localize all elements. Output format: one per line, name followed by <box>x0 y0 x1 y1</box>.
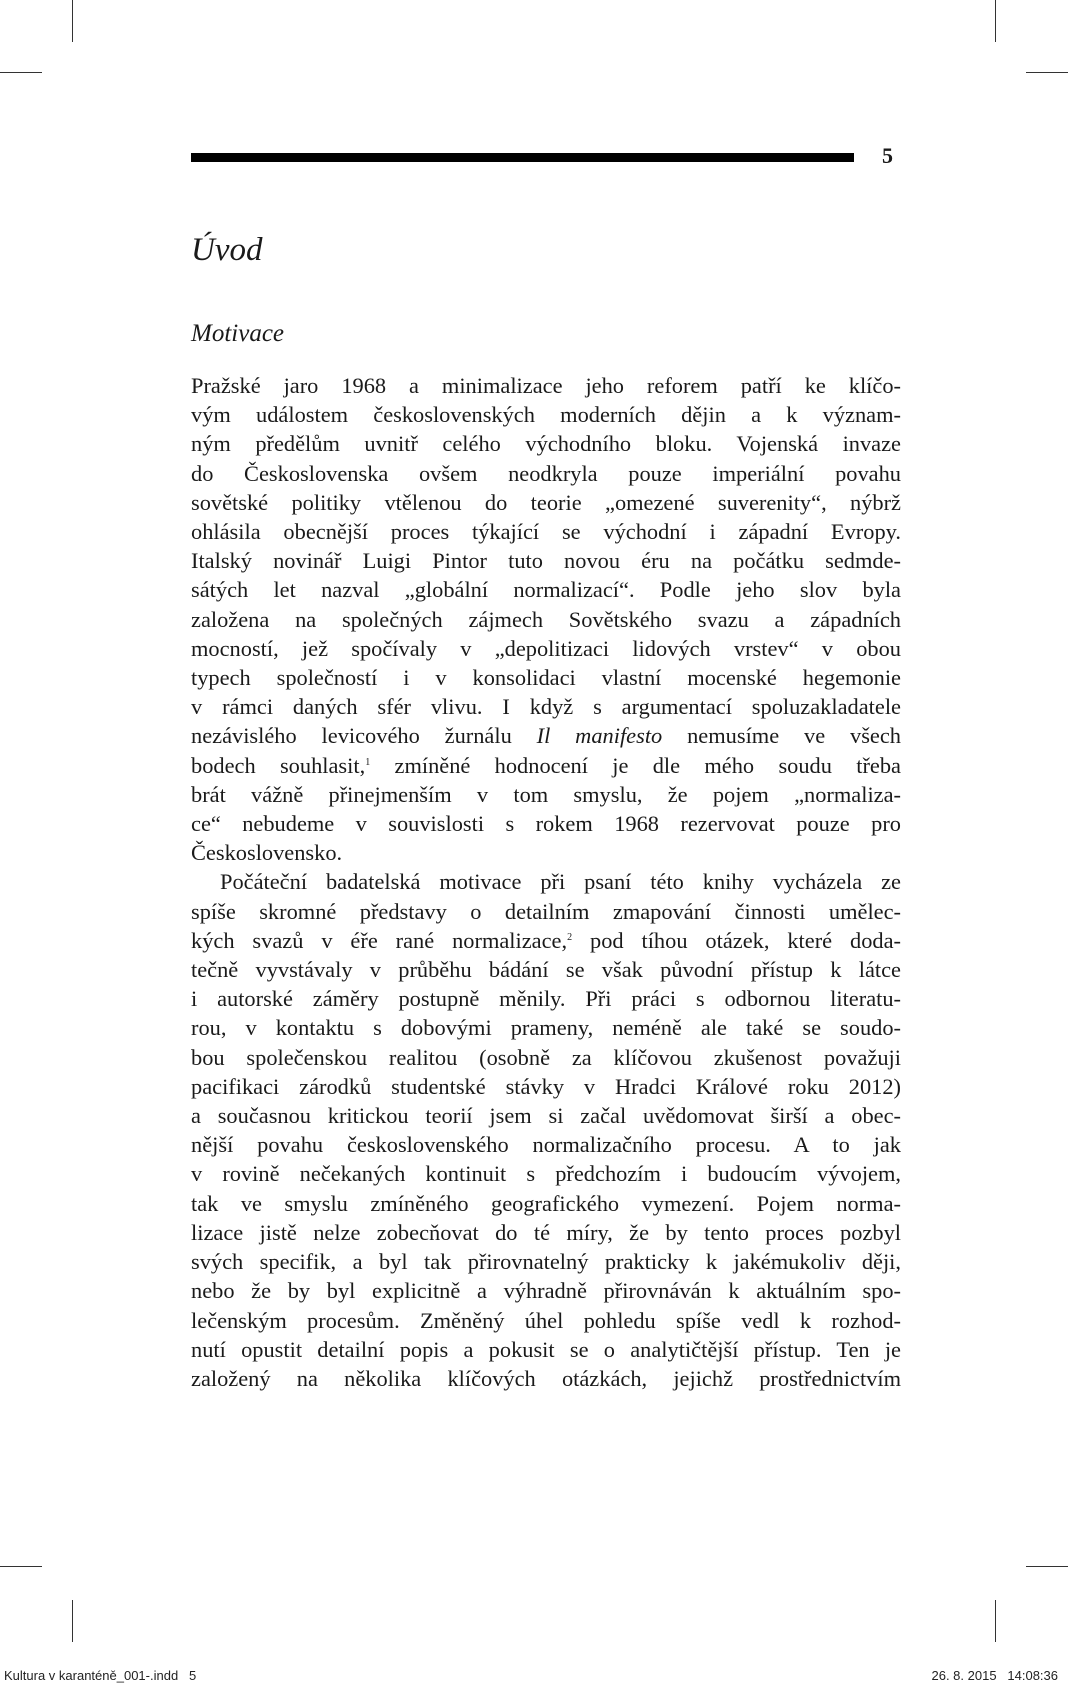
crop-mark <box>0 72 42 73</box>
text-line: založený na několika klíčových otázkách, jejichž prostřednictvím <box>191 1365 901 1391</box>
text-line: ce“ nebudeme v souvislosti s rokem 1968 rezervovat pouze pro <box>191 811 901 837</box>
footnote-reference[interactable]: 1 <box>365 756 371 768</box>
text-line: pacifikaci zárodků studentské stávky v Hradci Králové roku 2012) <box>191 1073 901 1099</box>
text-line: bou společenskou realitou (osobně za klíčovou zkušenost považuji <box>191 1044 901 1070</box>
text-line: sovětské politiky vtělenou do teorie „omezené suverenity“, nýbrž <box>191 489 901 515</box>
header-rule <box>191 153 854 162</box>
text-line: a současnou kritickou teorií jsem si začal uvědomovat širší a obec- <box>191 1103 901 1129</box>
text-segment: pod tíhou otázek, které doda- <box>572 927 901 953</box>
footer-file-name: Kultura v karanténě_001-.indd 5 <box>4 1668 197 1683</box>
text-line: Československo. <box>191 840 343 866</box>
crop-mark <box>995 1600 996 1642</box>
text-line: brát vážně přinejmenším v tom smyslu, že pojem „normaliza- <box>191 781 901 807</box>
footer-timestamp: 26. 8. 2015 14:08:36 <box>931 1668 1058 1683</box>
text-line: Počáteční badatelská motivace při psaní této knihy vycházela ze <box>220 869 901 895</box>
crop-mark <box>72 1600 73 1642</box>
body-text <box>191 371 901 1393</box>
text-line: ným předělům uvnitř celého východního bloku. Vojenská invaze <box>191 431 901 457</box>
text-line: spíše skromné představy o detailním zmapování činnosti umělec- <box>191 898 901 924</box>
paragraph-2 <box>191 867 901 1393</box>
text-segment: nemusíme ve všech <box>662 723 901 749</box>
text-line: typech společností i v konsolidaci vlastní mocenské hegemonie <box>191 665 901 691</box>
text-line: svých specifik, a byl tak přirovnatelný prakticky k jakémukoliv ději, <box>191 1249 901 1275</box>
crop-mark <box>1026 1566 1068 1567</box>
crop-mark <box>995 0 996 42</box>
footnote-reference[interactable]: 2 <box>567 931 573 943</box>
journal-title: Il manifesto <box>536 723 663 749</box>
text-line: rou, v kontaktu s dobovými prameny, neméně ale také se soudo- <box>191 1015 901 1041</box>
text-line: založena na společných zájmech Sovětského svazu a západních <box>191 606 901 632</box>
text-line <box>191 751 901 780</box>
paragraph-1 <box>191 371 901 867</box>
text-line: mocností, jež spočívaly v „depolitizaci lidových vrstev“ v obou <box>191 635 901 661</box>
text-line: lečenským procesům. Změněný úhel pohledu spíše vedl k rozhod- <box>191 1307 901 1333</box>
text-line: nebo že by byl explicitně a výhradně přirovnáván k aktuálním spo- <box>191 1278 901 1304</box>
text-line: Pražské jaro 1968 a minimalizace jeho reforem patří ke klíčo- <box>191 373 901 398</box>
section-title: Motivace <box>191 320 285 347</box>
crop-mark <box>0 1566 42 1567</box>
text-line: v rovině nečekaných kontinuit s předchozím i budoucím vývojem, <box>191 1161 901 1187</box>
text-line <box>191 926 901 955</box>
page-number: 5 <box>882 143 893 168</box>
text-line: tečně vyvstávaly v průběhu bádání se však původní přístup k látce <box>191 957 901 983</box>
text-line: lizace jistě nelze zobecňovat do té míry, že by tento proces pozbyl <box>191 1219 901 1245</box>
text-line: do Československa ovšem neodkryla pouze imperiální povahu <box>191 460 901 486</box>
chapter-title: Úvod <box>191 232 263 268</box>
text-segment: kých svazů v éře rané normalizace, <box>191 927 568 953</box>
text-segment: nezávislého levicového žurnálu <box>191 723 537 749</box>
text-line: nější povahu československého normalizačního procesu. A to jak <box>191 1132 901 1158</box>
text-line: sátých let nazval „globální normalizací“. Podle jeho slov byla <box>191 577 901 603</box>
text-line: v rámci daných sfér vlivu. I když s argumentací spoluzakladatele <box>191 694 901 720</box>
text-line: i autorské záměry postupně měnily. Při práci s odbornou literatu- <box>191 986 901 1012</box>
text-line: tak ve smyslu zmíněného geografického vymezení. Pojem norma- <box>191 1190 901 1216</box>
text-line: Italský novinář Luigi Pintor tuto novou éru na počátku sedmde- <box>191 548 901 574</box>
text-segment: bodech souhlasit, <box>191 752 366 778</box>
text-line: nutí opustit detailní popis a pokusit se o analytičtější přístup. Ten je <box>191 1336 901 1362</box>
text-line: vým událostem československých moderních dějin a k význam- <box>191 402 901 428</box>
crop-mark <box>72 0 73 42</box>
crop-mark <box>1026 72 1068 73</box>
text-segment: zmíněné hodnocení je dle mého soudu třeba <box>370 752 901 778</box>
text-line <box>191 721 901 750</box>
text-line: ohlásila obecnější proces týkající se východní i západní Evropy. <box>191 519 901 545</box>
